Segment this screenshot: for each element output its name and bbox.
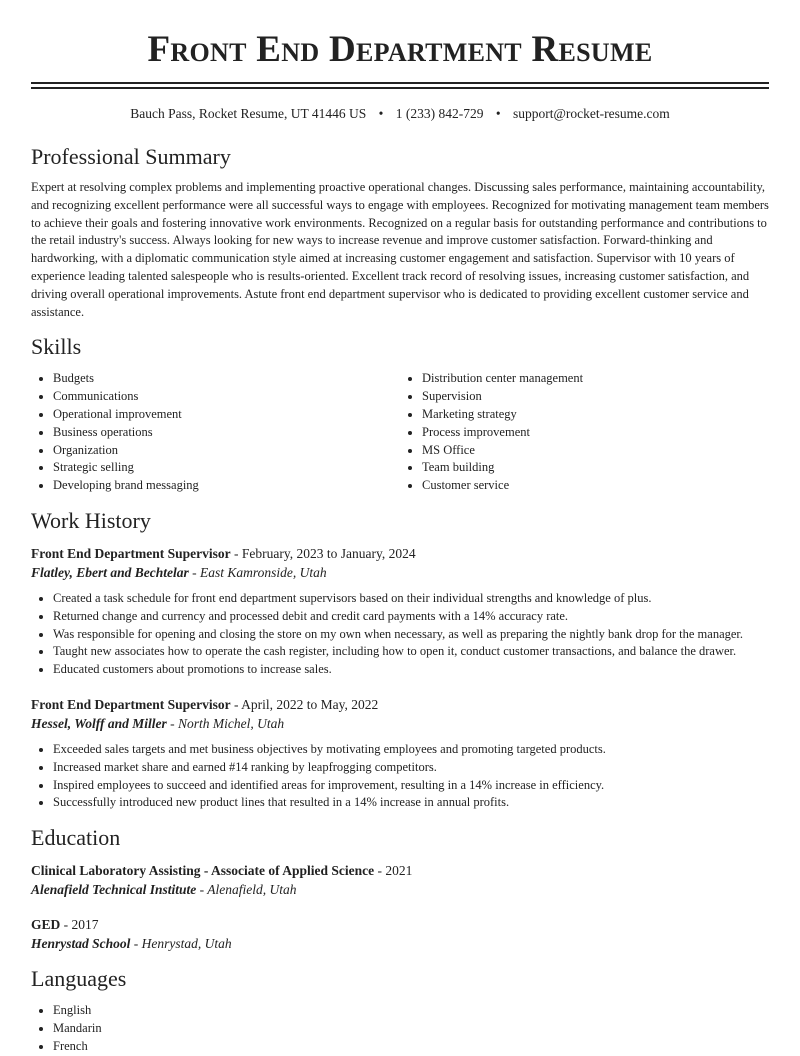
skill-item: • Strategic selling xyxy=(53,459,400,477)
job-duty: • Created a task schedule for front end department supervisors based on their individual strengths and knowledge of plus. xyxy=(53,590,769,608)
work-heading: Work History xyxy=(31,507,151,533)
job-entry xyxy=(31,544,769,679)
language-item: • Mandarin xyxy=(53,1020,769,1038)
job-duty: • Educated customers about promotions to increase sales. xyxy=(53,661,769,679)
skill-item: • Budgets xyxy=(53,370,400,388)
job-title-line xyxy=(31,695,769,714)
summary-text: Expert at resolving complex problems and implementing proactive operational changes. Discussing sales performance, maintaining accountability, and recognizing excellent performance were all successful ways to engage with employees. Recognized for motivating management team members to achieve their goals and fostering innovative work environments. Recognized on a regular basis for outstanding performance and contributions to the retail industry's success. Always looking for new ways to increase revenue and improve customer satisfaction. Forward-thinking and hardworking, with a diplomatic communication style aimed at increasing customer engagement and satisfaction. Supervisor with 10 years of experience leading talented salespeople who is results-oriented. Excellent track record of resolving issues, increasing customer satisfaction, and driving overall operational improvements. Astute front end department supervisor who is dedicated to providing excellent customer service and assistance. xyxy=(31,180,769,319)
skill-item: • Marketing strategy xyxy=(422,406,769,424)
job-title: Front End Department Supervisor xyxy=(31,545,231,561)
job-location: - East Kamronside, Utah xyxy=(188,564,327,580)
language-item: • French xyxy=(53,1038,769,1056)
skill-item: • Customer service xyxy=(422,477,769,495)
job-company-line xyxy=(31,714,769,733)
job-location: - North Michel, Utah xyxy=(166,715,285,731)
job-dates: - February, 2023 to January, 2024 xyxy=(230,545,416,561)
education-school-line xyxy=(31,880,769,899)
job-company-line xyxy=(31,563,769,582)
contact-separator: • xyxy=(378,106,384,121)
education-entry xyxy=(31,915,769,953)
job-duty: • Successfully introduced new product lines that resulted in a 14% increase in annual profits. xyxy=(53,794,769,812)
job-duty: • Exceeded sales targets and met business objectives by motivating employees and promoting targeted products. xyxy=(53,741,769,759)
education-year: - 2021 xyxy=(374,863,413,879)
contact-email[interactable]: support@rocket-resume.com xyxy=(512,106,670,121)
education-heading: Education xyxy=(31,825,121,851)
job-company: Flatley, Ebert and Bechtelar xyxy=(31,564,189,580)
contact-separator: • xyxy=(495,106,501,121)
education-location: - Henrystad, Utah xyxy=(130,936,232,952)
education-entry xyxy=(31,861,769,899)
contact-line xyxy=(31,105,769,123)
skill-item: • MS Office xyxy=(422,442,769,460)
contact-phone: 1 (233) 842-729 xyxy=(395,106,484,121)
education-year: - 2017 xyxy=(60,917,99,933)
summary-heading: Professional Summary xyxy=(31,144,231,169)
title-rule-top xyxy=(31,82,769,84)
job-duty: • Returned change and currency and processed debit and credit card payments with a 14% accuracy rate. xyxy=(53,608,769,626)
skill-item: • Developing brand messaging xyxy=(53,477,400,495)
skills-list xyxy=(31,370,769,495)
skill-item: • Operational improvement xyxy=(53,406,400,424)
job-entry xyxy=(31,695,769,812)
skills-column-left xyxy=(31,370,400,495)
job-duty: • Was responsible for opening and closing the store on my own when necessary, as well as preparing the nightly bank drop for the manager. xyxy=(53,626,769,644)
job-duty: • Inspired employees to succeed and identified areas for improvement, resulting in a 14% increase in efficiency. xyxy=(53,777,769,795)
education-location: - Alenafield, Utah xyxy=(196,882,297,898)
job-title-line xyxy=(31,544,769,563)
resume-title: Front End Department Resume xyxy=(147,29,653,70)
skills-column-right xyxy=(400,370,769,495)
skill-item: • Communications xyxy=(53,388,400,406)
language-item: • English xyxy=(53,1002,769,1020)
job-company: Hessel, Wolff and Miller xyxy=(31,715,167,731)
job-duty: • Taught new associates how to operate the cash register, including how to open it, conduct customer transactions, and balance the drawer. xyxy=(53,643,769,661)
skill-item: • Business operations xyxy=(53,424,400,442)
job-duties xyxy=(31,590,769,679)
education-school: Alenafield Technical Institute xyxy=(31,882,197,898)
languages-heading: Languages xyxy=(31,966,127,992)
skill-item: • Process improvement xyxy=(422,424,769,442)
title-rule-bottom xyxy=(31,87,769,89)
education-school: Henrystad School xyxy=(31,936,131,952)
languages-list xyxy=(31,1002,769,1055)
education-degree-line xyxy=(31,915,769,934)
resume-page xyxy=(31,0,769,1056)
job-duty: • Increased market share and earned #14 ranking by leapfrogging competitors. xyxy=(53,759,769,777)
education-school-line xyxy=(31,934,769,953)
skills-heading: Skills xyxy=(31,334,82,360)
job-dates: - April, 2022 to May, 2022 xyxy=(230,696,379,712)
skill-item: • Distribution center management xyxy=(422,370,769,388)
education-degree-line xyxy=(31,861,769,880)
skill-item: • Supervision xyxy=(422,388,769,406)
education-degree: GED xyxy=(31,917,61,933)
education-degree: Clinical Laboratory Assisting - Associate of Applied Science xyxy=(31,863,375,879)
job-duties xyxy=(31,741,769,812)
skill-item: • Organization xyxy=(53,442,400,460)
skill-item: • Team building xyxy=(422,459,769,477)
job-title: Front End Department Supervisor xyxy=(31,696,231,712)
contact-address: Bauch Pass, Rocket Resume, UT 41446 US xyxy=(130,106,367,121)
